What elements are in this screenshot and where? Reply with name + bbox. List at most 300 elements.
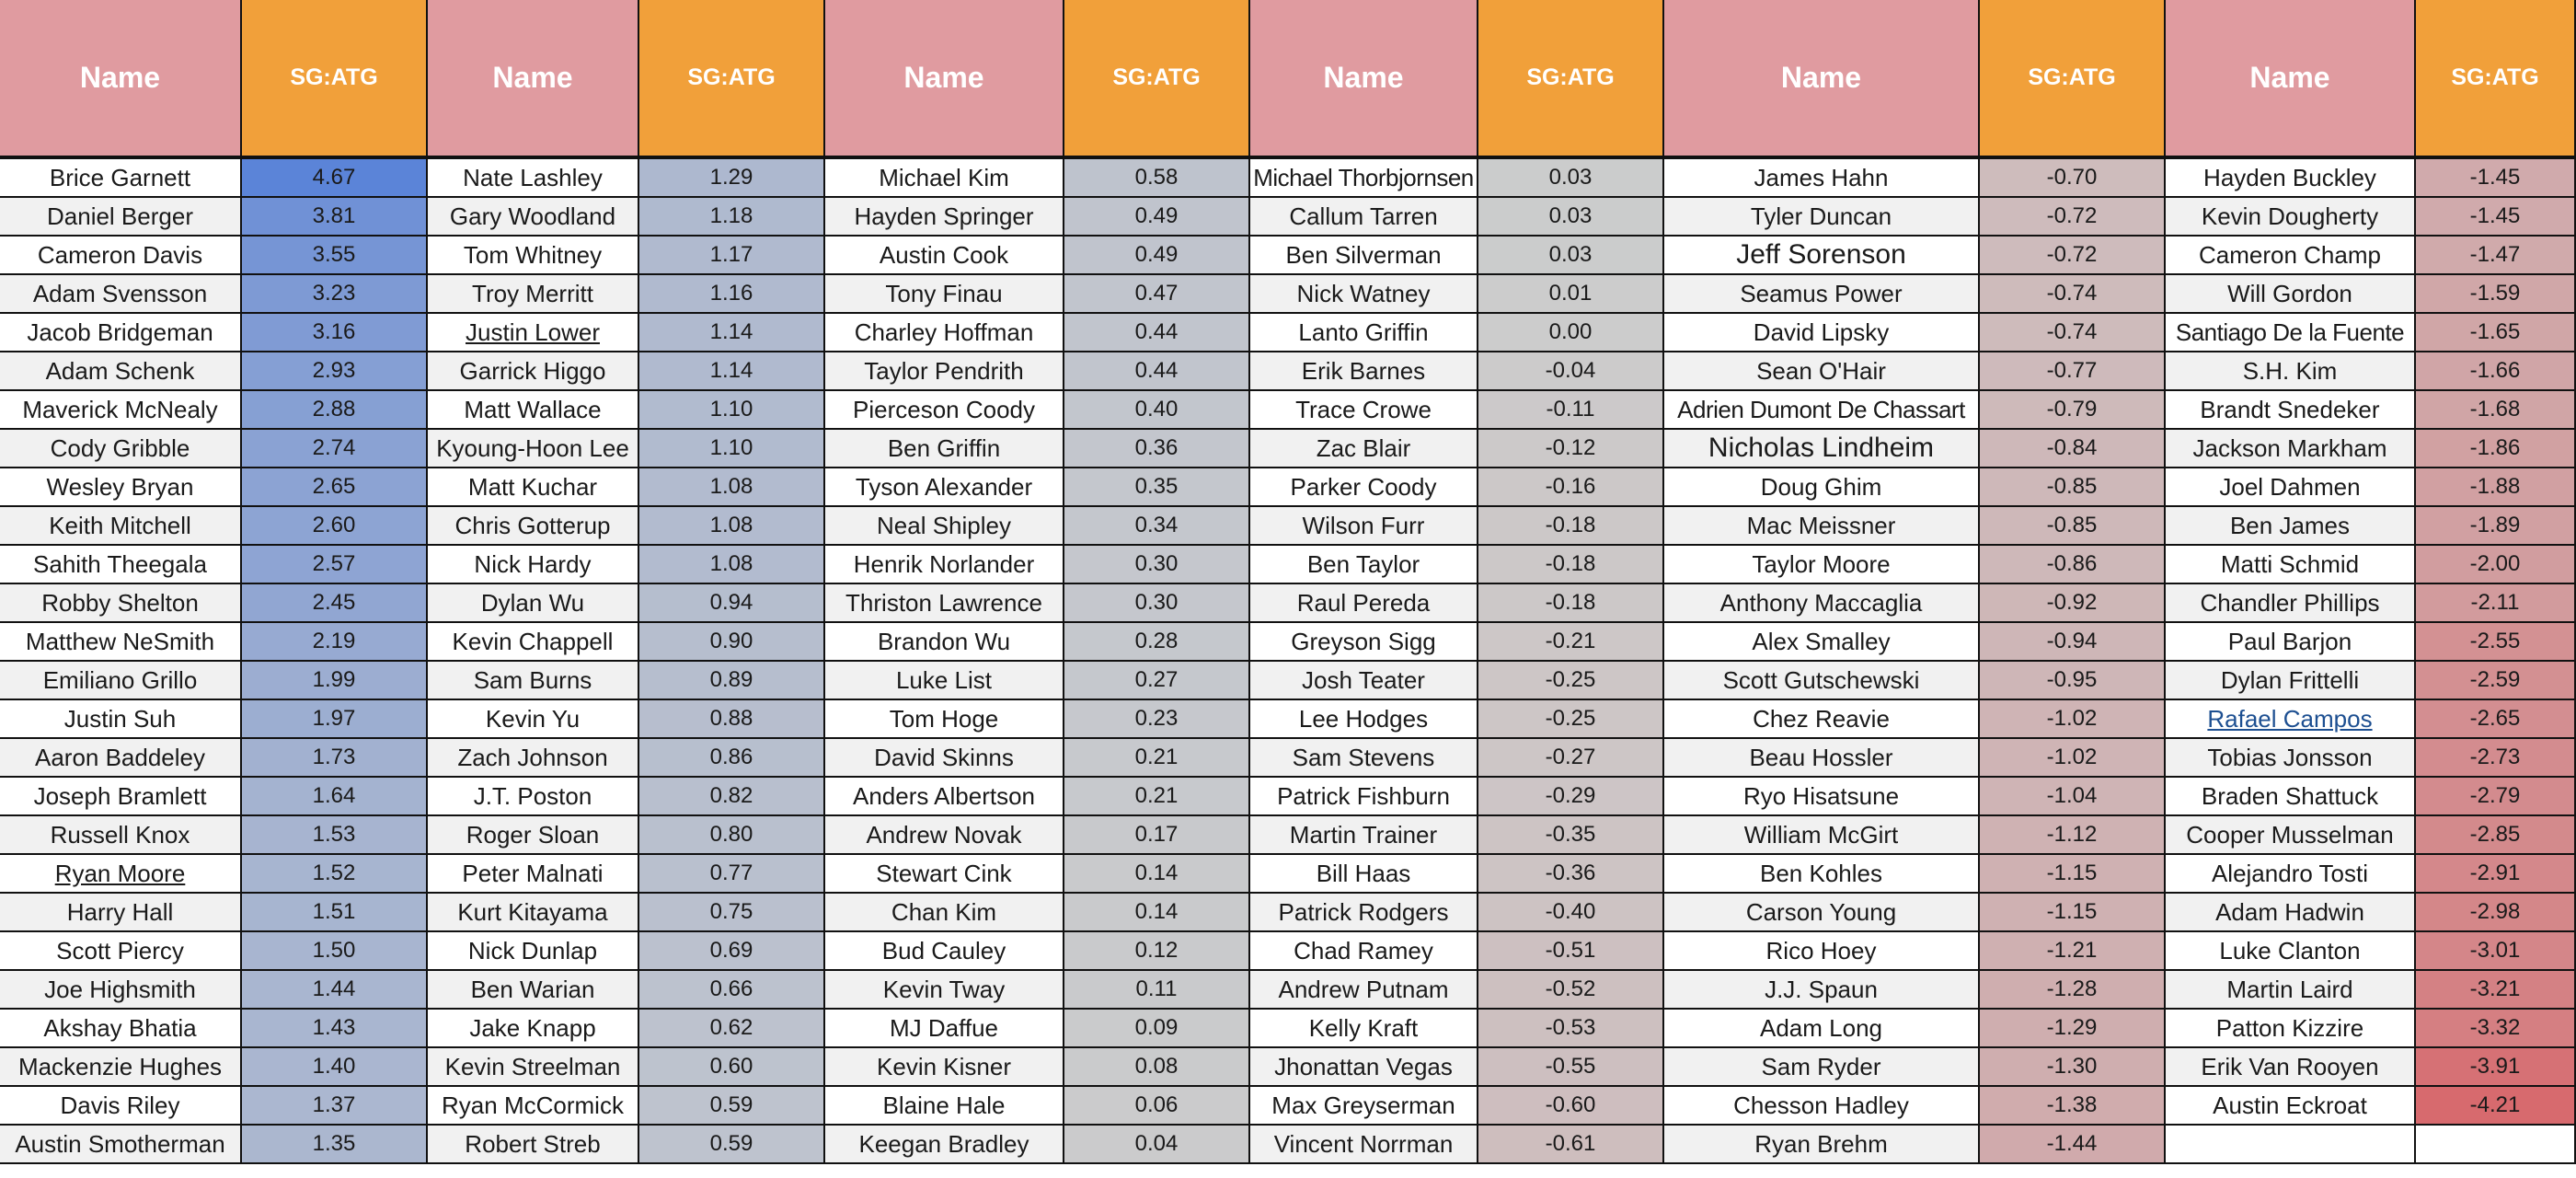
sg-atg-value-cell[interactable]: [639, 430, 825, 468]
sg-atg-value-cell[interactable]: [1980, 275, 2166, 314]
header-name[interactable]: [0, 0, 242, 159]
sg-atg-value-cell[interactable]: [1064, 894, 1250, 932]
player-name-cell[interactable]: [1250, 816, 1478, 855]
player-name-cell[interactable]: [0, 507, 242, 546]
player-name-cell[interactable]: [825, 971, 1064, 1010]
player-name-cell[interactable]: [1664, 584, 1980, 623]
sg-atg-value-cell[interactable]: [1478, 198, 1664, 237]
sg-atg-value-cell[interactable]: [2416, 894, 2576, 932]
player-name-cell[interactable]: [0, 430, 242, 468]
sg-atg-value-cell[interactable]: [1478, 430, 1664, 468]
header-name[interactable]: [825, 0, 1064, 159]
header-sg-atg[interactable]: [1478, 0, 1664, 159]
header-sg-atg[interactable]: [639, 0, 825, 159]
player-name-cell[interactable]: [2166, 700, 2416, 739]
sg-atg-value-cell[interactable]: [1478, 314, 1664, 352]
player-name-cell[interactable]: [825, 1048, 1064, 1087]
sg-atg-value-cell[interactable]: [1478, 507, 1664, 546]
sg-atg-value-cell[interactable]: [1064, 932, 1250, 971]
player-name-cell[interactable]: [428, 1087, 639, 1126]
player-name-cell[interactable]: [1250, 623, 1478, 662]
sg-atg-value-cell[interactable]: [242, 932, 428, 971]
player-name-cell[interactable]: [1250, 198, 1478, 237]
sg-atg-value-cell[interactable]: [1478, 855, 1664, 894]
sg-atg-value-cell[interactable]: [1478, 159, 1664, 198]
player-name-cell[interactable]: [825, 584, 1064, 623]
player-name-cell[interactable]: [2166, 816, 2416, 855]
player-name-cell[interactable]: [0, 468, 242, 507]
sg-atg-value-cell[interactable]: [1980, 198, 2166, 237]
sg-atg-value-cell[interactable]: [1478, 1048, 1664, 1087]
player-name-cell[interactable]: [1664, 855, 1980, 894]
sg-atg-value-cell[interactable]: [639, 894, 825, 932]
player-name-cell[interactable]: [428, 391, 639, 430]
player-name-cell[interactable]: [0, 700, 242, 739]
sg-atg-value-cell[interactable]: [639, 1087, 825, 1126]
sg-atg-value-cell[interactable]: [2416, 1087, 2576, 1126]
player-name-cell[interactable]: [0, 352, 242, 391]
player-name-cell[interactable]: [1250, 468, 1478, 507]
player-name-cell[interactable]: [428, 971, 639, 1010]
player-name-cell[interactable]: [428, 352, 639, 391]
player-name-cell[interactable]: [0, 275, 242, 314]
empty-cell[interactable]: [2166, 1126, 2416, 1164]
sg-atg-value-cell[interactable]: [1064, 546, 1250, 584]
player-name-cell[interactable]: [1250, 855, 1478, 894]
player-name-cell[interactable]: [1250, 314, 1478, 352]
player-name-cell[interactable]: [428, 237, 639, 275]
sg-atg-value-cell[interactable]: [242, 1126, 428, 1164]
sg-atg-value-cell[interactable]: [242, 314, 428, 352]
player-name-cell[interactable]: [825, 1087, 1064, 1126]
player-name-cell[interactable]: [2166, 584, 2416, 623]
sg-atg-value-cell[interactable]: [1064, 352, 1250, 391]
sg-atg-value-cell[interactable]: [639, 468, 825, 507]
player-name-cell[interactable]: [1664, 1126, 1980, 1164]
player-name-cell[interactable]: [1250, 159, 1478, 198]
sg-atg-value-cell[interactable]: [242, 198, 428, 237]
sg-atg-value-cell[interactable]: [1478, 391, 1664, 430]
sg-atg-value-cell[interactable]: [1478, 1010, 1664, 1048]
sg-atg-value-cell[interactable]: [1980, 1048, 2166, 1087]
sg-atg-value-cell[interactable]: [639, 778, 825, 816]
player-name-cell[interactable]: [1664, 816, 1980, 855]
player-name-cell[interactable]: [2166, 198, 2416, 237]
player-name-cell[interactable]: [0, 1010, 242, 1048]
sg-atg-value-cell[interactable]: [2416, 739, 2576, 778]
sg-atg-value-cell[interactable]: [639, 816, 825, 855]
sg-atg-value-cell[interactable]: [1478, 275, 1664, 314]
sg-atg-value-cell[interactable]: [2416, 816, 2576, 855]
player-name-cell[interactable]: [825, 855, 1064, 894]
player-name-cell[interactable]: [825, 739, 1064, 778]
player-name-cell[interactable]: [428, 816, 639, 855]
player-name-cell[interactable]: [0, 623, 242, 662]
sg-atg-value-cell[interactable]: [1478, 352, 1664, 391]
player-name-cell[interactable]: [0, 546, 242, 584]
player-name-cell[interactable]: [2166, 1048, 2416, 1087]
sg-atg-value-cell[interactable]: [639, 314, 825, 352]
header-sg-atg[interactable]: [1064, 0, 1250, 159]
sg-atg-value-cell[interactable]: [1980, 352, 2166, 391]
header-name[interactable]: [1250, 0, 1478, 159]
player-name-cell[interactable]: [1664, 932, 1980, 971]
sg-atg-value-cell[interactable]: [1064, 662, 1250, 700]
sg-atg-value-cell[interactable]: [1064, 855, 1250, 894]
player-name-cell[interactable]: [1664, 391, 1980, 430]
player-name-cell[interactable]: [428, 778, 639, 816]
sg-atg-value-cell[interactable]: [639, 237, 825, 275]
sg-atg-value-cell[interactable]: [2416, 855, 2576, 894]
header-sg-atg[interactable]: [242, 0, 428, 159]
sg-atg-value-cell[interactable]: [242, 546, 428, 584]
player-name-cell[interactable]: [2166, 159, 2416, 198]
player-name-cell[interactable]: [428, 584, 639, 623]
player-name-cell[interactable]: [428, 662, 639, 700]
sg-atg-value-cell[interactable]: [1478, 1126, 1664, 1164]
player-name-cell[interactable]: [1664, 314, 1980, 352]
sg-atg-value-cell[interactable]: [242, 430, 428, 468]
player-name-cell[interactable]: [825, 352, 1064, 391]
sg-atg-value-cell[interactable]: [1064, 778, 1250, 816]
sg-atg-value-cell[interactable]: [2416, 623, 2576, 662]
sg-atg-value-cell[interactable]: [1980, 391, 2166, 430]
sg-atg-value-cell[interactable]: [1478, 584, 1664, 623]
sg-atg-value-cell[interactable]: [2416, 237, 2576, 275]
player-name-cell[interactable]: [0, 662, 242, 700]
player-name-cell[interactable]: [0, 855, 242, 894]
sg-atg-value-cell[interactable]: [1980, 468, 2166, 507]
player-name-cell[interactable]: [1250, 352, 1478, 391]
player-name-cell[interactable]: [428, 314, 639, 352]
player-name-cell[interactable]: [0, 159, 242, 198]
sg-atg-value-cell[interactable]: [1980, 739, 2166, 778]
sg-atg-value-cell[interactable]: [1980, 778, 2166, 816]
sg-atg-value-cell[interactable]: [1980, 546, 2166, 584]
player-name-cell[interactable]: [1664, 237, 1980, 275]
sg-atg-value-cell[interactable]: [242, 1010, 428, 1048]
player-name-cell[interactable]: [0, 198, 242, 237]
sg-atg-value-cell[interactable]: [1980, 816, 2166, 855]
player-name-cell[interactable]: [2166, 430, 2416, 468]
player-name-cell[interactable]: [2166, 739, 2416, 778]
player-name-cell[interactable]: [1664, 894, 1980, 932]
player-name-cell[interactable]: [825, 430, 1064, 468]
player-name-cell[interactable]: [2166, 237, 2416, 275]
sg-atg-value-cell[interactable]: [242, 623, 428, 662]
sg-atg-value-cell[interactable]: [1064, 391, 1250, 430]
sg-atg-value-cell[interactable]: [242, 468, 428, 507]
player-name-cell[interactable]: [2166, 275, 2416, 314]
player-name-cell[interactable]: [825, 1010, 1064, 1048]
player-name-cell[interactable]: [825, 314, 1064, 352]
sg-atg-value-cell[interactable]: [1478, 932, 1664, 971]
sg-atg-value-cell[interactable]: [1064, 237, 1250, 275]
sg-atg-value-cell[interactable]: [1478, 971, 1664, 1010]
player-name-cell[interactable]: [428, 468, 639, 507]
player-name-cell[interactable]: [2166, 352, 2416, 391]
player-name-cell[interactable]: [825, 198, 1064, 237]
sg-atg-value-cell[interactable]: [1980, 894, 2166, 932]
sg-atg-value-cell[interactable]: [2416, 275, 2576, 314]
sg-atg-value-cell[interactable]: [1980, 314, 2166, 352]
player-name-cell[interactable]: [0, 1048, 242, 1087]
sg-atg-value-cell[interactable]: [242, 855, 428, 894]
sg-atg-value-cell[interactable]: [1478, 778, 1664, 816]
sg-atg-value-cell[interactable]: [1478, 1087, 1664, 1126]
player-name-cell[interactable]: [0, 237, 242, 275]
sg-atg-value-cell[interactable]: [2416, 932, 2576, 971]
sg-atg-value-cell[interactable]: [242, 739, 428, 778]
sg-atg-value-cell[interactable]: [639, 352, 825, 391]
player-name-cell[interactable]: [2166, 314, 2416, 352]
player-name-cell[interactable]: [428, 430, 639, 468]
player-name-cell[interactable]: [1664, 352, 1980, 391]
sg-atg-value-cell[interactable]: [1478, 468, 1664, 507]
sg-atg-value-cell[interactable]: [1980, 1087, 2166, 1126]
player-name-cell[interactable]: [2166, 623, 2416, 662]
player-name-cell[interactable]: [825, 894, 1064, 932]
sg-atg-value-cell[interactable]: [1064, 700, 1250, 739]
player-name-cell[interactable]: [1664, 430, 1980, 468]
player-name-cell[interactable]: [0, 971, 242, 1010]
sg-atg-value-cell[interactable]: [2416, 314, 2576, 352]
player-name-cell[interactable]: [1250, 778, 1478, 816]
sg-atg-value-cell[interactable]: [242, 391, 428, 430]
sg-atg-value-cell[interactable]: [2416, 159, 2576, 198]
sg-atg-value-cell[interactable]: [1064, 971, 1250, 1010]
sg-atg-value-cell[interactable]: [1064, 1087, 1250, 1126]
player-name-cell[interactable]: [2166, 894, 2416, 932]
player-name-cell[interactable]: [825, 778, 1064, 816]
player-name-cell[interactable]: [1664, 159, 1980, 198]
sg-atg-value-cell[interactable]: [1478, 894, 1664, 932]
player-name-cell[interactable]: [1664, 546, 1980, 584]
sg-atg-value-cell[interactable]: [1064, 159, 1250, 198]
player-name-cell[interactable]: [428, 275, 639, 314]
sg-atg-value-cell[interactable]: [639, 855, 825, 894]
player-name-cell[interactable]: [428, 546, 639, 584]
sg-atg-value-cell[interactable]: [639, 546, 825, 584]
sg-atg-value-cell[interactable]: [242, 237, 428, 275]
player-name-cell[interactable]: [1250, 237, 1478, 275]
sg-atg-value-cell[interactable]: [2416, 430, 2576, 468]
player-name-cell[interactable]: [1250, 1126, 1478, 1164]
player-name-cell[interactable]: [1664, 1048, 1980, 1087]
sg-atg-value-cell[interactable]: [1478, 662, 1664, 700]
player-name-cell[interactable]: [2166, 546, 2416, 584]
sg-atg-value-cell[interactable]: [1980, 1126, 2166, 1164]
player-name-cell[interactable]: [428, 894, 639, 932]
player-name-cell[interactable]: [0, 584, 242, 623]
sg-atg-value-cell[interactable]: [1980, 237, 2166, 275]
player-name-cell[interactable]: [825, 700, 1064, 739]
sg-atg-value-cell[interactable]: [639, 623, 825, 662]
player-name-cell[interactable]: [2166, 662, 2416, 700]
sg-atg-value-cell[interactable]: [1064, 623, 1250, 662]
player-name-cell[interactable]: [2166, 507, 2416, 546]
player-name-cell[interactable]: [1664, 700, 1980, 739]
sg-atg-value-cell[interactable]: [1980, 971, 2166, 1010]
sg-atg-value-cell[interactable]: [639, 932, 825, 971]
player-name-cell[interactable]: [2166, 778, 2416, 816]
player-name-cell[interactable]: [825, 1126, 1064, 1164]
sg-atg-value-cell[interactable]: [1478, 700, 1664, 739]
player-name-cell[interactable]: [825, 662, 1064, 700]
player-name-cell[interactable]: [2166, 855, 2416, 894]
sg-atg-value-cell[interactable]: [639, 971, 825, 1010]
header-sg-atg[interactable]: [1980, 0, 2166, 159]
sg-atg-value-cell[interactable]: [1064, 1048, 1250, 1087]
sg-atg-value-cell[interactable]: [639, 662, 825, 700]
sg-atg-value-cell[interactable]: [1064, 314, 1250, 352]
sg-atg-value-cell[interactable]: [2416, 700, 2576, 739]
player-name-cell[interactable]: [825, 816, 1064, 855]
sg-atg-value-cell[interactable]: [639, 391, 825, 430]
sg-atg-value-cell[interactable]: [1980, 700, 2166, 739]
player-name-cell[interactable]: [1664, 198, 1980, 237]
sg-atg-value-cell[interactable]: [1064, 816, 1250, 855]
player-name-cell[interactable]: [428, 739, 639, 778]
sg-atg-value-cell[interactable]: [1064, 275, 1250, 314]
sg-atg-value-cell[interactable]: [1064, 430, 1250, 468]
empty-cell[interactable]: [2416, 1126, 2576, 1164]
sg-atg-value-cell[interactable]: [1064, 198, 1250, 237]
sg-atg-value-cell[interactable]: [242, 971, 428, 1010]
player-name-cell[interactable]: [428, 700, 639, 739]
sg-atg-value-cell[interactable]: [1478, 623, 1664, 662]
player-name-cell[interactable]: [825, 507, 1064, 546]
player-name-cell[interactable]: [2166, 971, 2416, 1010]
player-name-cell[interactable]: [428, 855, 639, 894]
sg-atg-value-cell[interactable]: [1478, 816, 1664, 855]
sg-atg-value-cell[interactable]: [242, 1087, 428, 1126]
player-name-cell[interactable]: [2166, 1087, 2416, 1126]
sg-atg-value-cell[interactable]: [1980, 159, 2166, 198]
player-name-cell[interactable]: [825, 159, 1064, 198]
sg-atg-value-cell[interactable]: [242, 894, 428, 932]
player-name-cell[interactable]: [0, 778, 242, 816]
sg-atg-value-cell[interactable]: [2416, 198, 2576, 237]
sg-atg-value-cell[interactable]: [1980, 584, 2166, 623]
player-name-cell[interactable]: [0, 1126, 242, 1164]
player-name-cell[interactable]: [825, 546, 1064, 584]
sg-atg-value-cell[interactable]: [1980, 662, 2166, 700]
sg-atg-value-cell[interactable]: [2416, 584, 2576, 623]
player-name-cell[interactable]: [1664, 507, 1980, 546]
sg-atg-value-cell[interactable]: [2416, 352, 2576, 391]
player-name-cell[interactable]: [1664, 662, 1980, 700]
player-name-cell[interactable]: [0, 314, 242, 352]
sg-atg-value-cell[interactable]: [639, 584, 825, 623]
player-name-cell[interactable]: [1250, 971, 1478, 1010]
sg-atg-value-cell[interactable]: [242, 700, 428, 739]
player-name-cell[interactable]: [428, 1010, 639, 1048]
sg-atg-value-cell[interactable]: [242, 507, 428, 546]
sg-atg-value-cell[interactable]: [639, 507, 825, 546]
sg-atg-value-cell[interactable]: [242, 662, 428, 700]
sg-atg-value-cell[interactable]: [2416, 1048, 2576, 1087]
player-name-cell[interactable]: [0, 894, 242, 932]
header-sg-atg[interactable]: [2416, 0, 2576, 159]
player-name-cell[interactable]: [2166, 932, 2416, 971]
player-name-cell[interactable]: [428, 1048, 639, 1087]
player-name-cell[interactable]: [1664, 623, 1980, 662]
player-name-cell[interactable]: [1250, 894, 1478, 932]
player-name-cell[interactable]: [0, 391, 242, 430]
player-name-cell[interactable]: [428, 623, 639, 662]
sg-atg-value-cell[interactable]: [639, 1126, 825, 1164]
player-name-cell[interactable]: [1250, 1048, 1478, 1087]
sg-atg-value-cell[interactable]: [1064, 468, 1250, 507]
player-name-cell[interactable]: [825, 391, 1064, 430]
player-name-cell[interactable]: [1664, 1087, 1980, 1126]
sg-atg-value-cell[interactable]: [2416, 1010, 2576, 1048]
sg-atg-value-cell[interactable]: [639, 700, 825, 739]
sg-atg-value-cell[interactable]: [2416, 546, 2576, 584]
player-name-cell[interactable]: [1664, 468, 1980, 507]
sg-atg-value-cell[interactable]: [639, 198, 825, 237]
sg-atg-value-cell[interactable]: [1980, 507, 2166, 546]
sg-atg-value-cell[interactable]: [639, 275, 825, 314]
player-name-cell[interactable]: [1250, 584, 1478, 623]
sg-atg-value-cell[interactable]: [242, 1048, 428, 1087]
sg-atg-value-cell[interactable]: [1064, 584, 1250, 623]
sg-atg-value-cell[interactable]: [2416, 662, 2576, 700]
player-name-cell[interactable]: [1250, 932, 1478, 971]
player-name-cell[interactable]: [825, 468, 1064, 507]
player-name-cell[interactable]: [0, 932, 242, 971]
player-name-cell[interactable]: [428, 1126, 639, 1164]
player-name-cell[interactable]: [1664, 739, 1980, 778]
player-name-cell[interactable]: [428, 932, 639, 971]
sg-atg-value-cell[interactable]: [1478, 237, 1664, 275]
player-name-cell[interactable]: [1664, 971, 1980, 1010]
sg-atg-value-cell[interactable]: [242, 778, 428, 816]
sg-atg-value-cell[interactable]: [2416, 971, 2576, 1010]
sg-atg-value-cell[interactable]: [2416, 778, 2576, 816]
player-name-cell[interactable]: [1664, 275, 1980, 314]
sg-atg-value-cell[interactable]: [1064, 1126, 1250, 1164]
player-name-cell[interactable]: [1250, 507, 1478, 546]
sg-atg-value-cell[interactable]: [242, 352, 428, 391]
sg-atg-value-cell[interactable]: [242, 275, 428, 314]
player-name-cell[interactable]: [825, 275, 1064, 314]
player-name-cell[interactable]: [428, 507, 639, 546]
sg-atg-value-cell[interactable]: [242, 816, 428, 855]
player-name-cell[interactable]: [428, 198, 639, 237]
header-name[interactable]: [1664, 0, 1980, 159]
sg-atg-value-cell[interactable]: [1980, 623, 2166, 662]
sg-atg-value-cell[interactable]: [1064, 507, 1250, 546]
sg-atg-value-cell[interactable]: [1064, 1010, 1250, 1048]
sg-atg-value-cell[interactable]: [2416, 507, 2576, 546]
player-name-cell[interactable]: [1664, 778, 1980, 816]
sg-atg-value-cell[interactable]: [1980, 932, 2166, 971]
player-name-cell[interactable]: [2166, 468, 2416, 507]
player-name-cell[interactable]: [1664, 1010, 1980, 1048]
player-name-cell[interactable]: [1250, 739, 1478, 778]
sg-atg-value-cell[interactable]: [1478, 739, 1664, 778]
sg-atg-value-cell[interactable]: [2416, 468, 2576, 507]
player-name-cell[interactable]: [1250, 275, 1478, 314]
sg-atg-value-cell[interactable]: [1980, 430, 2166, 468]
sg-atg-value-cell[interactable]: [2416, 391, 2576, 430]
player-name-cell[interactable]: [1250, 430, 1478, 468]
player-name-cell[interactable]: [2166, 391, 2416, 430]
player-name-cell[interactable]: [428, 159, 639, 198]
sg-atg-value-cell[interactable]: [1980, 855, 2166, 894]
